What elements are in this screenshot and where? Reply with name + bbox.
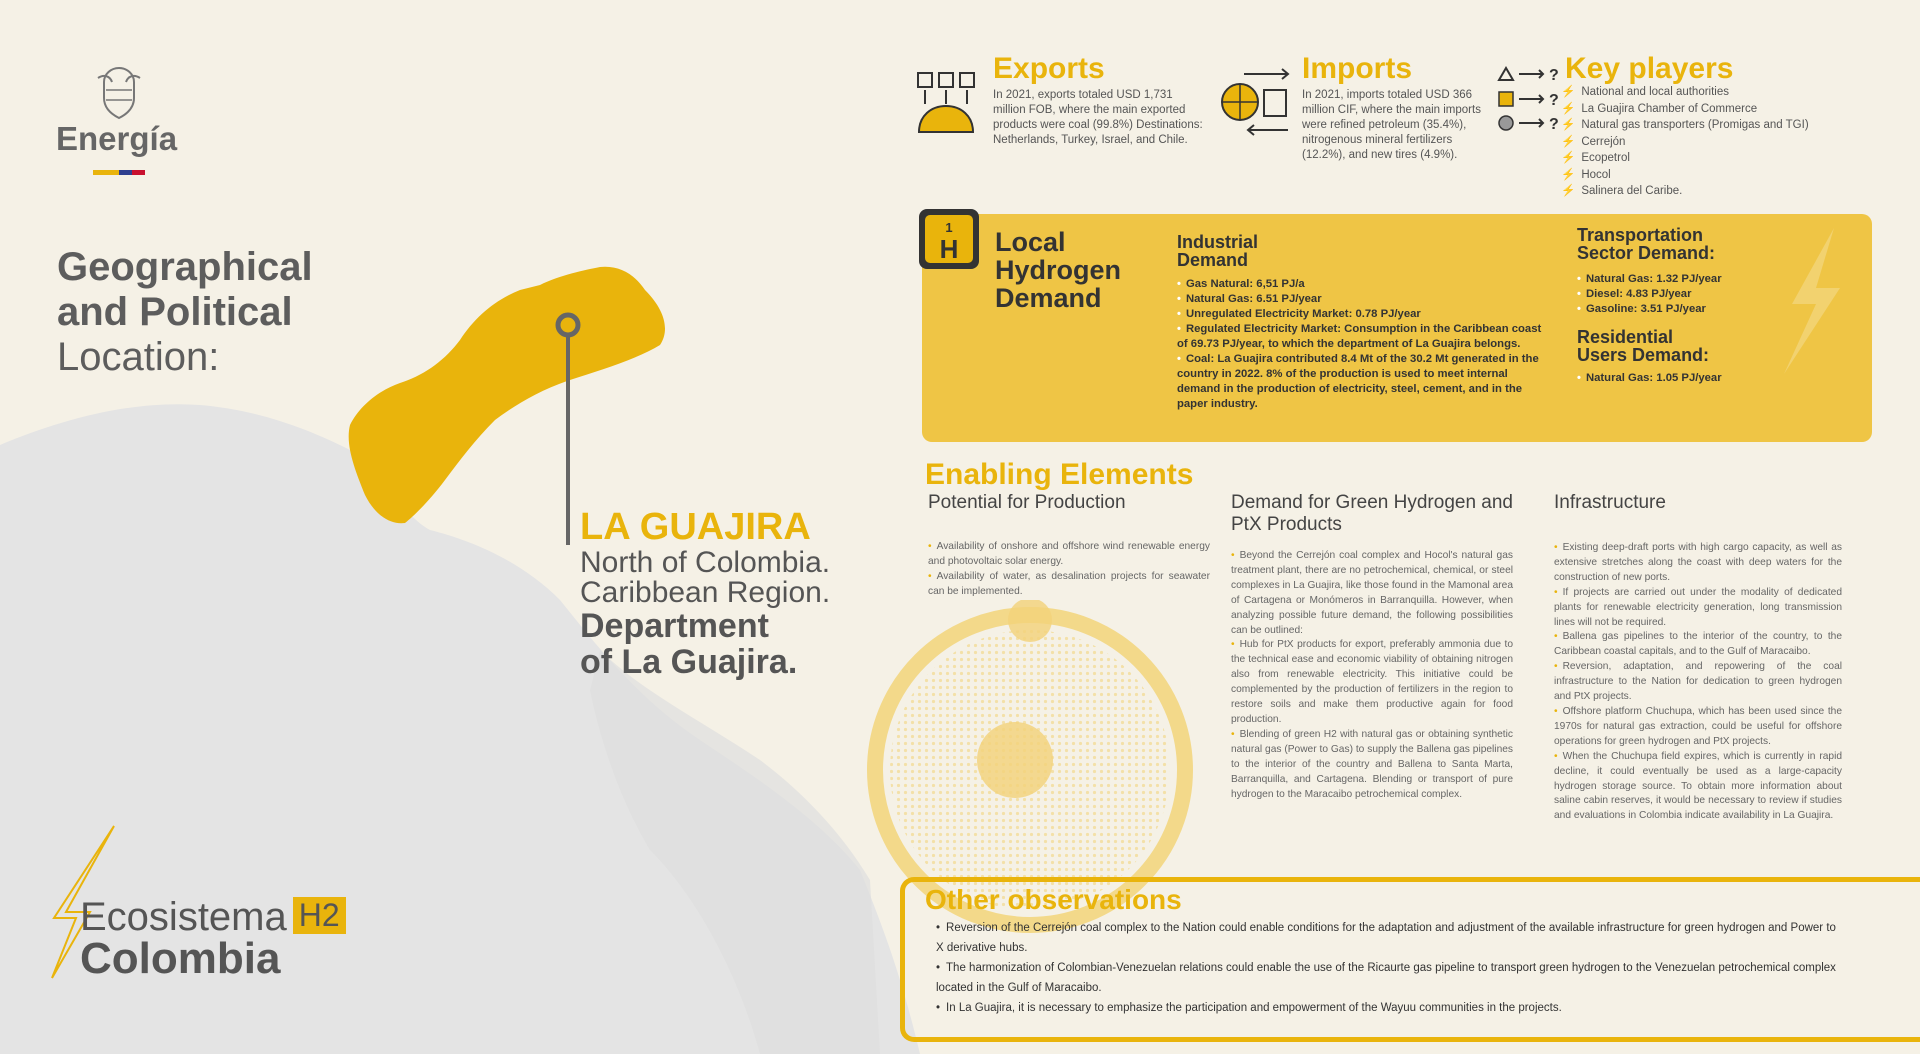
- enabling-title: Enabling Elements: [925, 458, 1194, 491]
- industrial-item: • Coal: La Guajira contributed 8.4 Mt of the 30.2 Mt generated in the country in 2022. 8% of the production is used to meet internal demand in the production of electricity, steel, cement, and in the paper industry.: [1177, 352, 1549, 412]
- transport-head-2: Sector Demand:: [1577, 243, 1716, 263]
- exports-title: Exports: [993, 52, 1105, 85]
- transport-demand-list: [1577, 272, 1797, 317]
- infrastructure-list: [1554, 541, 1842, 824]
- imports-text: In 2021, imports totaled USD 366 million CIF, where the main imports were refined petroleum (35.4%), nitrogenous mineral fertilizers (12.2%), and new tires (4.9%).: [1302, 89, 1481, 161]
- hydrogen-icon: [916, 206, 982, 272]
- demand-item: • Beyond the Cerrejón coal complex and Hocol's natural gas treatment plant, there are no petrochemical, chemical, or steel complexes in La Guajira, like those found in the Mamonal area of Cartagena or Monómeros in Barranquilla. However, when analyzing possible future demand, the following possibilities can be outlined:: [1231, 549, 1513, 638]
- key-player-item: [1561, 84, 1809, 101]
- infrastructure-head: Infrastructure: [1554, 492, 1666, 513]
- industrial-demand-head: [1177, 233, 1258, 269]
- demand-head: [1231, 492, 1513, 536]
- key-players-icon: [1495, 62, 1567, 134]
- demand-head-2: PtX Products: [1231, 514, 1342, 535]
- key-player-item: [1561, 134, 1809, 151]
- observations-title: Other observations: [925, 884, 1182, 915]
- exports-text: In 2021, exports totaled USD 1,731 million FOB, where the main exported products were coal (99.8%) Destinations: Netherlands, Turkey, Israel, and Chile.: [993, 89, 1203, 146]
- transport-item: • Diesel: 4.83 PJ/year: [1577, 287, 1797, 302]
- region-line-1: North of Colombia.: [580, 546, 831, 579]
- hydrogen-icon-number: 1: [945, 220, 953, 235]
- industrial-head-1: Industrial: [1177, 232, 1259, 252]
- key-player-item-text: National and local authorities: [1581, 86, 1730, 98]
- brand-line-2: Colombia: [80, 934, 281, 983]
- bolt-icon: ⚡: [1561, 102, 1576, 115]
- svg-text:?: ?: [1549, 67, 1559, 84]
- infrastructure-item: • Ballena gas pipelines to the interior of the country, to the Caribbean coastal capitals, and to the Gulf of Maracaibo.: [1554, 630, 1842, 660]
- flag-bar: [93, 170, 145, 175]
- production-item: • Availability of onshore and offshore wind renewable energy and photovoltaic solar energy.: [928, 540, 1210, 570]
- production-list: [928, 540, 1210, 600]
- imports-icon: [1218, 68, 1292, 136]
- key-player-item: [1561, 101, 1809, 118]
- geo-title-bold-1: Geographical: [57, 245, 313, 289]
- infrastructure-item: • Offshore platform Chuchupa, which has been used since the 1970s for natural gas extraction, could be useful for offshore operations for green hydrogen and PtX projects.: [1554, 705, 1842, 750]
- transport-demand-head: [1577, 226, 1715, 262]
- bolt-icon: ⚡: [1561, 168, 1576, 181]
- key-players-title: Key players: [1565, 52, 1734, 85]
- hydrogen-title: [995, 228, 1121, 312]
- key-player-item-text: Natural gas transporters (Promigas and TGI): [1581, 119, 1809, 131]
- svg-text:?: ?: [1549, 116, 1559, 133]
- observation-item: • Reversion of the Cerrejón coal complex to the Nation could enable conditions for the adaptation and adjustment of the available infrastructure for green hydrogen and Power to X derivative hubs.: [936, 918, 1836, 958]
- hydrogen-title-3: Demand: [995, 283, 1102, 313]
- exports-icon: [915, 70, 977, 136]
- bolt-icon: ⚡: [1561, 185, 1576, 197]
- key-player-item-text: Ecopetrol: [1581, 152, 1630, 164]
- key-player-item: [1561, 150, 1809, 167]
- key-players-list: [1561, 84, 1809, 200]
- demand-item: • Hub for PtX products for export, preferably ammonia due to the technical ease and economic viability of obtaining nitrogen also from renewable electricity. This initiative could be complemented by the production of fertilizers in the region to restore soils and make them productive again for food production.: [1231, 638, 1513, 727]
- la-guajira-map: [345, 255, 675, 535]
- residential-demand-list: [1577, 371, 1797, 386]
- geo-title-light: Location:: [57, 335, 220, 379]
- industrial-item: • Gas Natural: 6,51 PJ/a: [1177, 277, 1549, 292]
- observations-list: [936, 918, 1836, 1018]
- brand-line-1: Ecosistema: [80, 895, 287, 939]
- location-pin: [553, 310, 583, 545]
- hydrogen-title-2: Hydrogen: [995, 255, 1122, 285]
- key-player-item-text: Cerrejón: [1581, 135, 1626, 148]
- hydrogen-title-1: Local: [995, 227, 1066, 257]
- residential-item: • Natural Gas: 1.05 PJ/year: [1577, 371, 1797, 386]
- dept-line-1: Department: [580, 607, 769, 645]
- production-head: Potential for Production: [928, 492, 1126, 513]
- energia-logo-text: Energía: [56, 120, 178, 157]
- transport-item: • Gasoline: 3.51 PJ/year: [1577, 302, 1797, 317]
- key-player-item: [1561, 183, 1809, 200]
- region-department: [580, 608, 797, 680]
- industrial-item: • Regulated Electricity Market: Consumption in the Caribbean coast of 69.73 PJ/year, to which the department of La Guajira belongs.: [1177, 322, 1549, 352]
- key-player-item-text: Salinera del Caribe.: [1581, 185, 1683, 197]
- region-lines: [580, 548, 830, 608]
- demand-list: [1231, 549, 1513, 802]
- region-line-2: Caribbean Region.: [580, 576, 831, 609]
- transport-head-1: Transportation: [1577, 225, 1704, 245]
- dept-line-2: of La Guajira.: [580, 643, 798, 681]
- observation-item: • In La Guajira, it is necessary to emphasize the participation and empowerment of the Wayuu communities in the projects.: [936, 998, 1836, 1018]
- geo-title-bold-2: and Political: [57, 290, 293, 334]
- bolt-icon: ⚡: [1561, 119, 1576, 131]
- industrial-item: • Natural Gas: 6.51 PJ/year: [1177, 292, 1549, 307]
- infrastructure-item: • If projects are carried out under the modality of dedicated plants for renewable electricity generation, long transmission lines will not be required.: [1554, 586, 1842, 631]
- key-player-item: [1561, 117, 1809, 134]
- coat-of-arms-icon: [92, 64, 146, 122]
- key-player-item: [1561, 167, 1809, 184]
- industrial-item: • Unregulated Electricity Market: 0.78 PJ/year: [1177, 307, 1549, 322]
- infrastructure-item: • Reversion, adaptation, and repowering of the coal infrastructure to the Nation for dedication to green hydrogen and PtX projects.: [1554, 660, 1842, 705]
- residential-head-1: Residential: [1577, 327, 1674, 347]
- observation-item: • The harmonization of Colombian-Venezuelan relations could enable the use of the Ricaurte gas pipeline to transport green hydrogen to the Venezuelan petrochemical complex located in the Gulf of Maracaibo.: [936, 958, 1836, 998]
- infrastructure-item: • When the Chuchupa field expires, which is currently in rapid decline, it could eventually be used as a large-capacity hydrogen storage source. To obtain more information about saline cabin reserves, it would be necessary to review if studies and evaluations in Colombia indicate availability in La Guajira.: [1554, 750, 1842, 825]
- region-name: LA GUAJIRA: [580, 506, 811, 548]
- key-player-item-text: Hocol: [1581, 168, 1611, 181]
- ecosistema-brand: [80, 895, 346, 984]
- geo-title: [57, 245, 313, 380]
- transport-item: • Natural Gas: 1.32 PJ/year: [1577, 272, 1797, 287]
- hydrogen-icon-letter: H: [939, 234, 959, 264]
- brand-h2-badge: H2: [293, 897, 346, 934]
- residential-head-2: Users Demand:: [1577, 345, 1710, 365]
- infrastructure-item: • Existing deep-draft ports with high cargo capacity, as well as extensive stretches along the coast with deep waters for the construction of new ports.: [1554, 541, 1842, 586]
- demand-head-1: Demand for Green Hydrogen and: [1231, 492, 1513, 513]
- key-player-item-text: La Guajira Chamber of Commerce: [1581, 102, 1758, 115]
- bolt-icon: ⚡: [1561, 152, 1576, 164]
- industrial-demand-list: [1177, 277, 1549, 412]
- bolt-icon: ⚡: [1561, 86, 1576, 98]
- production-item: • Availability of water, as desalination projects for seawater can be implemented.: [928, 570, 1210, 600]
- svg-text:?: ?: [1549, 92, 1559, 109]
- bolt-icon: ⚡: [1561, 135, 1576, 148]
- demand-item: • Blending of green H2 with natural gas or obtaining synthetic natural gas (Power to Gas) to supply the Ballena gas pipelines to the interior of the country and Ballena to Santa Marta, Barranquilla, and Cartagena. Blending or transport of pure hydrogen to the Maracaibo petrochemical complex.: [1231, 728, 1513, 803]
- imports-title: Imports: [1302, 52, 1413, 85]
- industrial-head-2: Demand: [1177, 250, 1249, 270]
- residential-demand-head: [1577, 328, 1709, 364]
